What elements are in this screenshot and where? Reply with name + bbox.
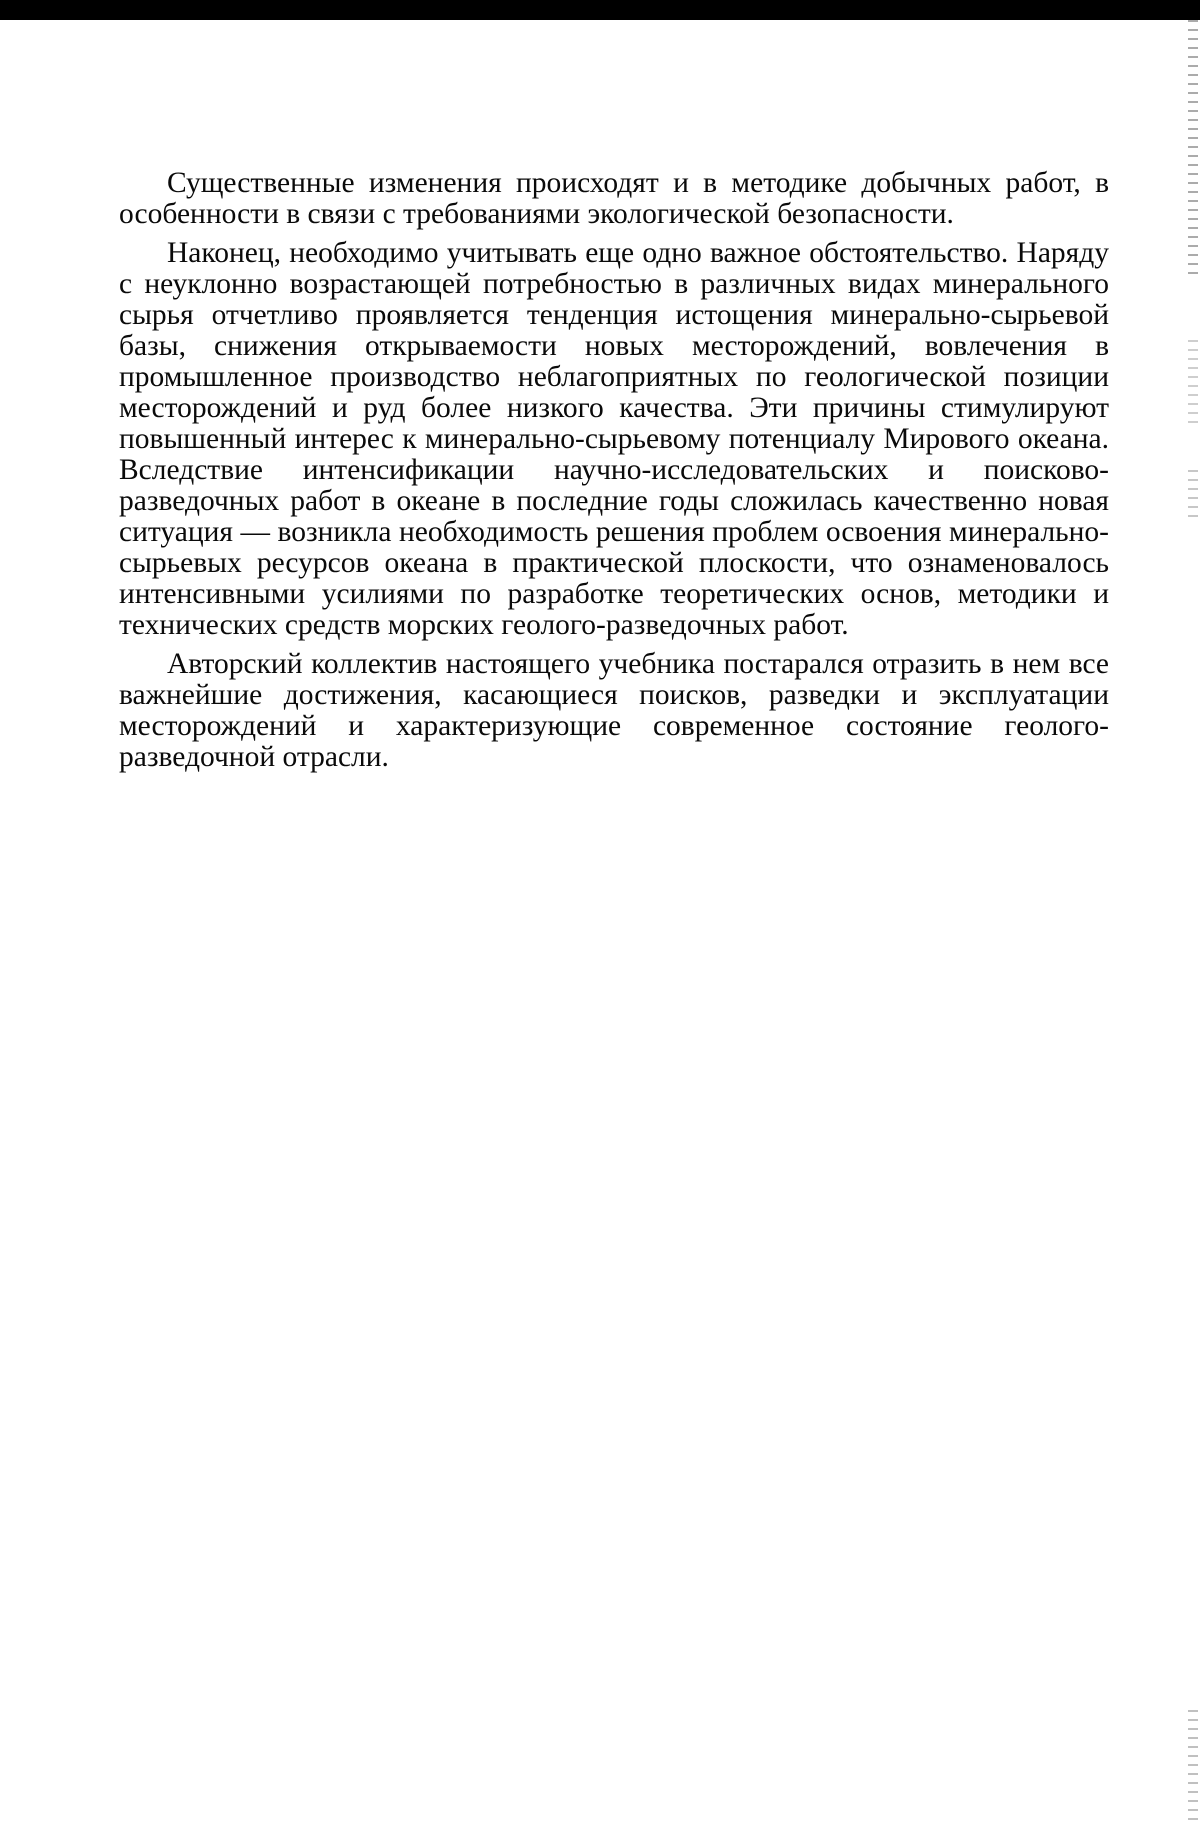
- scan-right-edge-marks: [1188, 340, 1198, 430]
- scan-right-edge-marks: [1188, 1710, 1198, 1820]
- scanned-page: [0, 0, 1200, 1833]
- paragraph-1: Существенные изменения происходят и в методике добычных работ, в особенности в связи с требованиями экологической безопасности.: [119, 168, 1109, 230]
- body-text: [119, 168, 1109, 781]
- paragraph-3: Авторский коллектив настоящего учебника постарался отразить в нем все важнейшие достижения, касающиеся поисков, разведки и эксплуатации месторождений и характеризующие современное состояние геолого-разведочной отрасли.: [119, 649, 1109, 773]
- paragraph-2: Наконец, необходимо учитывать еще одно важное обстоятельство. Наряду с неуклонно возрастающей потребностью в различных видах минерального сырья отчетливо проявляется тенденция истощения минерально-сырьевой базы, снижения открываемости новых месторождений, вовлечения в промышленное производство неблагоприятных по геологической позиции месторождений и руд более низкого качества. Эти причины стимулируют повышенный интерес к минерально-сырьевому потенциалу Мирового океана. Вследствие интенсификации научно-исследовательских и поисково-разведочных работ в океане в последние годы сложилась качественно новая ситуация — возникла необходимость решения проблем освоения минерально-сырьевых ресурсов океана в практической плоскости, что ознаменовалось интенсивными усилиями по разработке теоретических основ, методики и технических средств морских геолого-разведочных работ.: [119, 238, 1109, 641]
- scan-top-edge: [0, 0, 1200, 20]
- scan-right-edge-marks: [1188, 470, 1198, 520]
- scan-right-edge-marks: [1188, 20, 1198, 280]
